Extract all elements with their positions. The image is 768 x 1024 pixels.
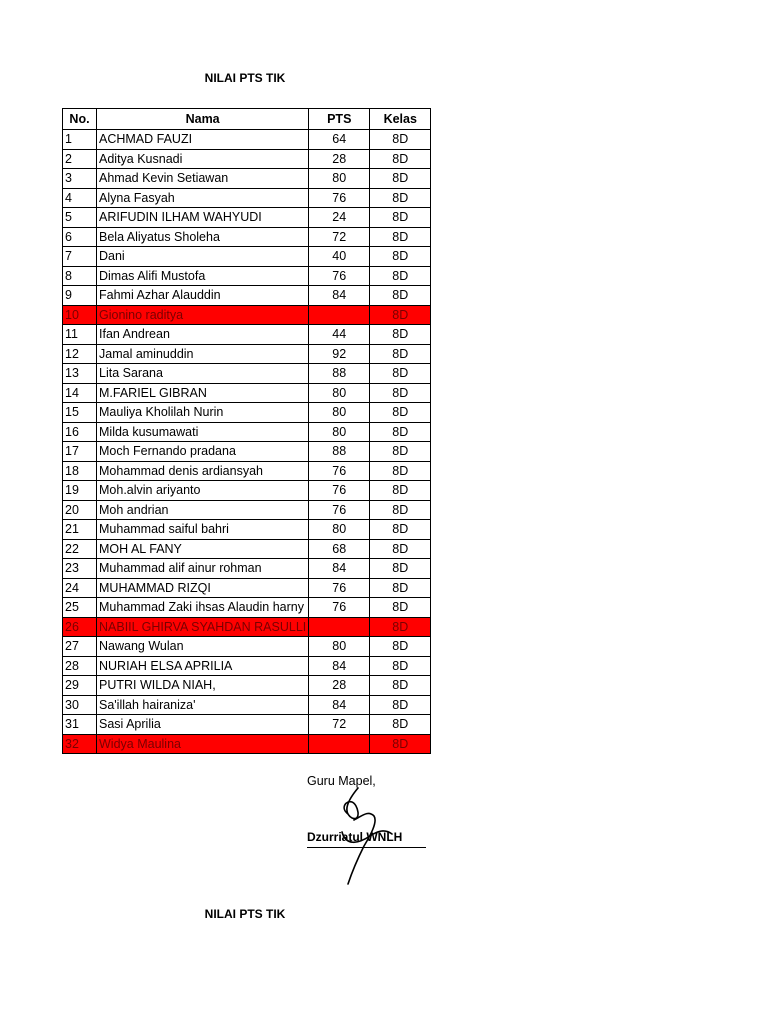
cell-kelas: 8D	[370, 656, 431, 676]
cell-pts: 84	[309, 559, 370, 579]
cell-pts: 76	[309, 188, 370, 208]
cell-kelas: 8D	[370, 481, 431, 501]
cell-no: 28	[63, 656, 97, 676]
cell-kelas: 8D	[370, 305, 431, 325]
cell-nama: Gionino raditya	[97, 305, 309, 325]
cell-no: 16	[63, 422, 97, 442]
cell-nama: Moch Fernando pradana	[97, 442, 309, 462]
table-row	[63, 578, 431, 598]
cell-pts: 72	[309, 715, 370, 735]
cell-pts: 72	[309, 227, 370, 247]
cell-nama: MUHAMMAD RIZQI	[97, 578, 309, 598]
cell-no: 23	[63, 559, 97, 579]
cell-pts: 80	[309, 383, 370, 403]
cell-kelas: 8D	[370, 676, 431, 696]
cell-no: 2	[63, 149, 97, 169]
table-row	[63, 247, 431, 267]
cell-no: 9	[63, 286, 97, 306]
cell-no: 4	[63, 188, 97, 208]
cell-kelas: 8D	[370, 149, 431, 169]
table-row	[63, 442, 431, 462]
cell-no: 18	[63, 461, 97, 481]
cell-no: 12	[63, 344, 97, 364]
cell-pts: 80	[309, 520, 370, 540]
cell-pts: 76	[309, 500, 370, 520]
cell-pts: 76	[309, 481, 370, 501]
cell-nama: NABIIL GHIRVA SYAHDAN RASULLI	[97, 617, 309, 637]
cell-kelas: 8D	[370, 559, 431, 579]
cell-pts: 76	[309, 266, 370, 286]
cell-pts	[309, 734, 370, 754]
cell-pts: 44	[309, 325, 370, 345]
table-row	[63, 461, 431, 481]
header-nama: Nama	[97, 109, 309, 130]
cell-pts: 88	[309, 364, 370, 384]
cell-pts: 76	[309, 578, 370, 598]
page-title: NILAI PTS TIK	[204, 71, 286, 85]
table-row	[63, 598, 431, 618]
cell-nama: Aditya Kusnadi	[97, 149, 309, 169]
cell-kelas: 8D	[370, 169, 431, 189]
cell-kelas: 8D	[370, 578, 431, 598]
cell-nama: Dimas Alifi Mustofa	[97, 266, 309, 286]
cell-kelas: 8D	[370, 364, 431, 384]
cell-kelas: 8D	[370, 637, 431, 657]
table-row	[63, 695, 431, 715]
cell-kelas: 8D	[370, 286, 431, 306]
cell-pts: 64	[309, 130, 370, 150]
cell-no: 30	[63, 695, 97, 715]
cell-no: 10	[63, 305, 97, 325]
cell-pts	[309, 617, 370, 637]
cell-nama: Lita Sarana	[97, 364, 309, 384]
cell-nama: Muhammad alif ainur rohman	[97, 559, 309, 579]
cell-kelas: 8D	[370, 715, 431, 735]
cell-pts: 84	[309, 695, 370, 715]
table-row	[63, 130, 431, 150]
table-row	[63, 403, 431, 423]
table-row	[63, 325, 431, 345]
cell-kelas: 8D	[370, 208, 431, 228]
cell-nama: ARIFUDIN ILHAM WAHYUDI	[97, 208, 309, 228]
table-row	[63, 715, 431, 735]
cell-nama: ACHMAD FAUZI	[97, 130, 309, 150]
table-row	[63, 734, 431, 754]
table-row	[63, 188, 431, 208]
cell-kelas: 8D	[370, 403, 431, 423]
cell-no: 21	[63, 520, 97, 540]
cell-no: 6	[63, 227, 97, 247]
cell-pts: 40	[309, 247, 370, 267]
cell-nama: Dani	[97, 247, 309, 267]
cell-no: 17	[63, 442, 97, 462]
cell-nama: Mauliya Kholilah Nurin	[97, 403, 309, 423]
cell-nama: M.FARIEL GIBRAN	[97, 383, 309, 403]
cell-nama: Milda kusumawati	[97, 422, 309, 442]
cell-pts: 28	[309, 149, 370, 169]
cell-pts: 28	[309, 676, 370, 696]
cell-kelas: 8D	[370, 500, 431, 520]
cell-nama: Ifan Andrean	[97, 325, 309, 345]
cell-pts: 80	[309, 169, 370, 189]
cell-nama: Mohammad denis ardiansyah	[97, 461, 309, 481]
cell-no: 25	[63, 598, 97, 618]
table-row	[63, 637, 431, 657]
cell-nama: Sa'illah hairaniza'	[97, 695, 309, 715]
header-pts: PTS	[309, 109, 370, 130]
cell-no: 14	[63, 383, 97, 403]
table-row	[63, 364, 431, 384]
cell-no: 1	[63, 130, 97, 150]
cell-nama: Jamal aminuddin	[97, 344, 309, 364]
cell-no: 7	[63, 247, 97, 267]
header-kelas: Kelas	[370, 109, 431, 130]
grades-table	[62, 108, 431, 754]
cell-kelas: 8D	[370, 520, 431, 540]
cell-nama: MOH AL FANY	[97, 539, 309, 559]
cell-pts: 84	[309, 656, 370, 676]
cell-nama: Nawang Wulan	[97, 637, 309, 657]
header-no: No.	[63, 109, 97, 130]
table-row	[63, 656, 431, 676]
cell-no: 11	[63, 325, 97, 345]
table-row	[63, 305, 431, 325]
cell-pts: 76	[309, 461, 370, 481]
cell-no: 22	[63, 539, 97, 559]
cell-kelas: 8D	[370, 442, 431, 462]
cell-no: 8	[63, 266, 97, 286]
table-row	[63, 520, 431, 540]
cell-nama: Moh andrian	[97, 500, 309, 520]
cell-no: 15	[63, 403, 97, 423]
cell-kelas: 8D	[370, 422, 431, 442]
table-row	[63, 208, 431, 228]
table-row	[63, 169, 431, 189]
cell-kelas: 8D	[370, 130, 431, 150]
cell-no: 32	[63, 734, 97, 754]
cell-pts: 88	[309, 442, 370, 462]
cell-kelas: 8D	[370, 227, 431, 247]
cell-kelas: 8D	[370, 734, 431, 754]
table-row	[63, 149, 431, 169]
table-row	[63, 500, 431, 520]
cell-kelas: 8D	[370, 325, 431, 345]
cell-pts: 80	[309, 422, 370, 442]
cell-pts: 84	[309, 286, 370, 306]
cell-kelas: 8D	[370, 617, 431, 637]
page-title-repeat: NILAI PTS TIK	[204, 907, 286, 921]
table-row	[63, 266, 431, 286]
table-row	[63, 539, 431, 559]
table-row	[63, 676, 431, 696]
cell-no: 24	[63, 578, 97, 598]
cell-kelas: 8D	[370, 383, 431, 403]
cell-kelas: 8D	[370, 598, 431, 618]
teacher-role-label: Guru Mapel,	[307, 774, 376, 788]
cell-kelas: 8D	[370, 344, 431, 364]
cell-pts	[309, 305, 370, 325]
table-row	[63, 383, 431, 403]
cell-no: 13	[63, 364, 97, 384]
cell-pts: 68	[309, 539, 370, 559]
cell-pts: 92	[309, 344, 370, 364]
cell-pts: 80	[309, 637, 370, 657]
cell-pts: 76	[309, 598, 370, 618]
cell-nama: Widya Maulina	[97, 734, 309, 754]
cell-nama: Sasi Aprilia	[97, 715, 309, 735]
table-row	[63, 481, 431, 501]
cell-nama: NURIAH ELSA APRILIA	[97, 656, 309, 676]
table-row	[63, 422, 431, 442]
cell-nama: Ahmad Kevin Setiawan	[97, 169, 309, 189]
table-row	[63, 286, 431, 306]
cell-kelas: 8D	[370, 247, 431, 267]
cell-pts: 24	[309, 208, 370, 228]
table-row	[63, 617, 431, 637]
teacher-name: Dzurriatul WNLH	[307, 830, 426, 848]
cell-kelas: 8D	[370, 461, 431, 481]
cell-nama: PUTRI WILDA NIAH,	[97, 676, 309, 696]
cell-kelas: 8D	[370, 266, 431, 286]
cell-nama: Muhammad Zaki ihsas Alaudin harny	[97, 598, 309, 618]
cell-kelas: 8D	[370, 539, 431, 559]
cell-pts: 80	[309, 403, 370, 423]
cell-nama: Bela Aliyatus Sholeha	[97, 227, 309, 247]
cell-no: 3	[63, 169, 97, 189]
table-row	[63, 559, 431, 579]
cell-no: 5	[63, 208, 97, 228]
cell-no: 19	[63, 481, 97, 501]
cell-no: 27	[63, 637, 97, 657]
cell-no: 31	[63, 715, 97, 735]
cell-kelas: 8D	[370, 695, 431, 715]
cell-no: 26	[63, 617, 97, 637]
cell-nama: Alyna Fasyah	[97, 188, 309, 208]
table-row	[63, 344, 431, 364]
cell-nama: Muhammad saiful bahri	[97, 520, 309, 540]
cell-nama: Moh.alvin ariyanto	[97, 481, 309, 501]
cell-kelas: 8D	[370, 188, 431, 208]
table-header-row	[63, 109, 431, 130]
cell-no: 20	[63, 500, 97, 520]
table-row	[63, 227, 431, 247]
cell-no: 29	[63, 676, 97, 696]
cell-nama: Fahmi Azhar Alauddin	[97, 286, 309, 306]
